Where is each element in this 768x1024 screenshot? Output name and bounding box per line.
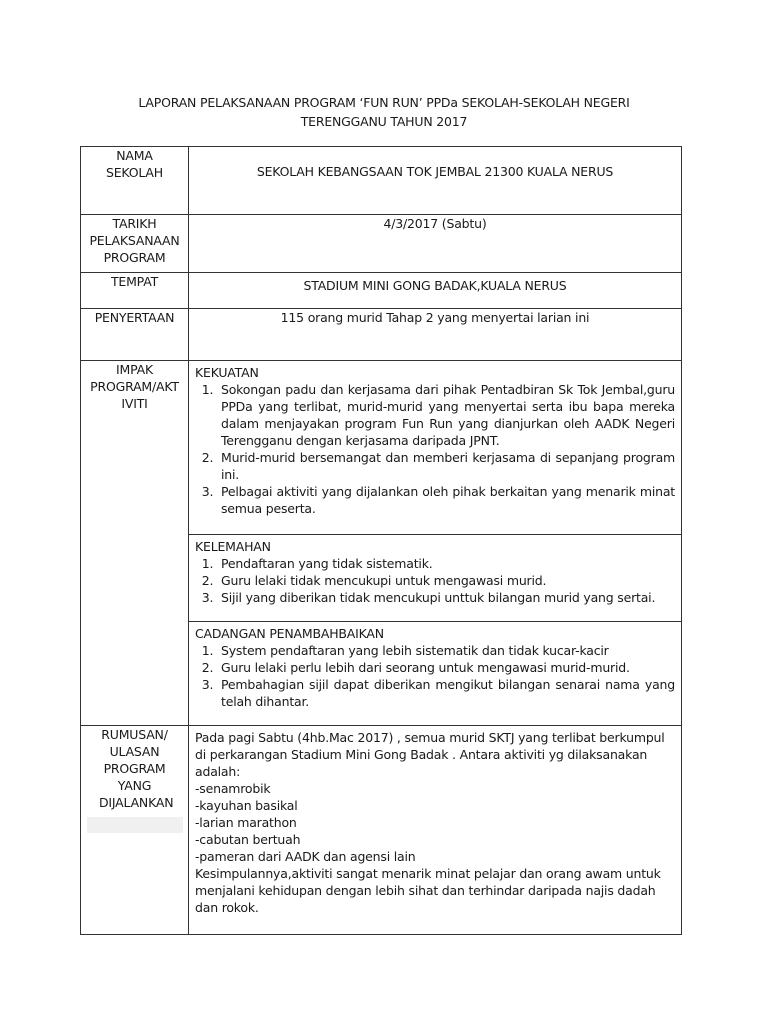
activity-item: -senamrobik: [195, 781, 271, 796]
label-nama-sekolah: NAMA SEKOLAH: [106, 148, 163, 180]
row-tempat: [81, 273, 682, 309]
row-impak-kekuatan: [81, 361, 682, 535]
label-cell: [81, 726, 189, 935]
row-nama-sekolah: [81, 147, 682, 215]
list-item: 2. Guru lelaki perlu lebih dari seorang untuk mengawasi murid-murid.: [217, 659, 675, 676]
row-tarikh: [81, 215, 682, 273]
list-item: 3. Pembahagian sijil dapat diberikan mengikut bilangan senarai nama yang telah dihantar.: [217, 676, 675, 710]
summary-intro: Pada pagi Sabtu (4hb.Mac 2017) , semua murid SKTJ yang terlibat berkumpul di perkarangan Stadium Mini Gong Badak . Antara aktiviti yg dilaksanakan adalah:: [195, 730, 665, 779]
label-cell: [81, 147, 189, 215]
row-penyertaan: [81, 309, 682, 361]
heading-kelemahan: KELEMAHAN: [195, 539, 271, 554]
report-title: [40, 93, 728, 131]
list-item: 1. System pendaftaran yang lebih sistematik dan tidak kucar-kacir: [217, 642, 675, 659]
value-cell: [189, 147, 682, 215]
activity-item: -larian marathon: [195, 815, 297, 830]
label-cell: [81, 361, 189, 726]
report-title-line-2: TERENGGANU TAHUN 2017: [300, 114, 468, 129]
list-item: 3. Sijil yang diberikan tidak mencukupi unttuk bilangan murid yang sertai.: [217, 589, 675, 606]
list-item: 2. Murid-murid bersemangat dan memberi kerjasama di sepanjang program ini.: [217, 449, 675, 483]
summary-conclusion: Kesimpulannya,aktiviti sangat menarik minat pelajar dan orang awam untuk menjalani kehidupan dengan lebih sihat dan terhindar daripada najis dadah dan rokok.: [195, 866, 661, 915]
label-impak: IMPAK PROGRAM/AKT IVITI: [90, 362, 179, 411]
activity-item: -cabutan bertuah: [195, 832, 301, 847]
label-tempat: TEMPAT: [110, 274, 159, 289]
section-cadangan: [189, 622, 682, 726]
value-cell: [189, 273, 682, 309]
label-cell: [81, 273, 189, 309]
activity-item: -pameran dari AADK dan agensi lain: [195, 849, 416, 864]
value-cell: [189, 309, 682, 361]
list-item: 1. Sokongan padu dan kerjasama dari pihak Pentadbiran Sk Tok Jembal,guru PPDa yang terlibat, murid-murid yang menyertai serta ibu bapa mereka dalam menjayakan program Fun Run yang dianjurkan oleh AADK Negeri Terengganu dengan kerjasama daripada JPNT.: [217, 381, 675, 449]
value-penyertaan: 115 orang murid Tahap 2 yang menyertai larian ini: [280, 310, 590, 325]
heading-cadangan: CADANGAN PENAMBAHBAIKAN: [195, 626, 384, 641]
label-cell: [81, 215, 189, 273]
report-title-line-1: LAPORAN PELAKSANAAN PROGRAM ‘FUN RUN’ PPDa SEKOLAH-SEKOLAH NEGERI: [138, 95, 630, 110]
section-kekuatan: [189, 361, 682, 535]
value-tarikh: 4/3/2017 (Sabtu): [383, 216, 487, 231]
report-table: [80, 146, 682, 935]
label-penyertaan: PENYERTAAN: [94, 310, 175, 325]
list-cadangan: [195, 642, 675, 710]
row-rumusan: [81, 726, 682, 935]
heading-kekuatan: KEKUATAN: [195, 365, 259, 380]
activity-item: -kayuhan basikal: [195, 798, 298, 813]
section-rumusan: [189, 726, 682, 935]
value-nama-sekolah: SEKOLAH KEBANGSAAN TOK JEMBAL 21300 KUALA NERUS: [256, 164, 614, 179]
value-cell: [189, 215, 682, 273]
section-kelemahan: [189, 535, 682, 622]
list-kelemahan: [195, 555, 675, 606]
label-tarikh: TARIKH PELAKSANAAN PROGRAM: [89, 216, 180, 265]
label-cell: [81, 309, 189, 361]
list-item: 2. Guru lelaki tidak mencukupi untuk mengawasi murid.: [217, 572, 675, 589]
list-item: 3. Pelbagai aktiviti yang dijalankan oleh pihak berkaitan yang menarik minat semua peserta.: [217, 483, 675, 517]
label-rumusan: RUMUSAN/ ULASAN PROGRAM YANG DIJALANKAN: [99, 727, 174, 810]
list-item: 1. Pendaftaran yang tidak sistematik.: [217, 555, 675, 572]
list-kekuatan: [195, 381, 675, 517]
value-tempat: STADIUM MINI GONG BADAK,KUALA NERUS: [303, 278, 567, 293]
blank-field: [87, 817, 183, 833]
